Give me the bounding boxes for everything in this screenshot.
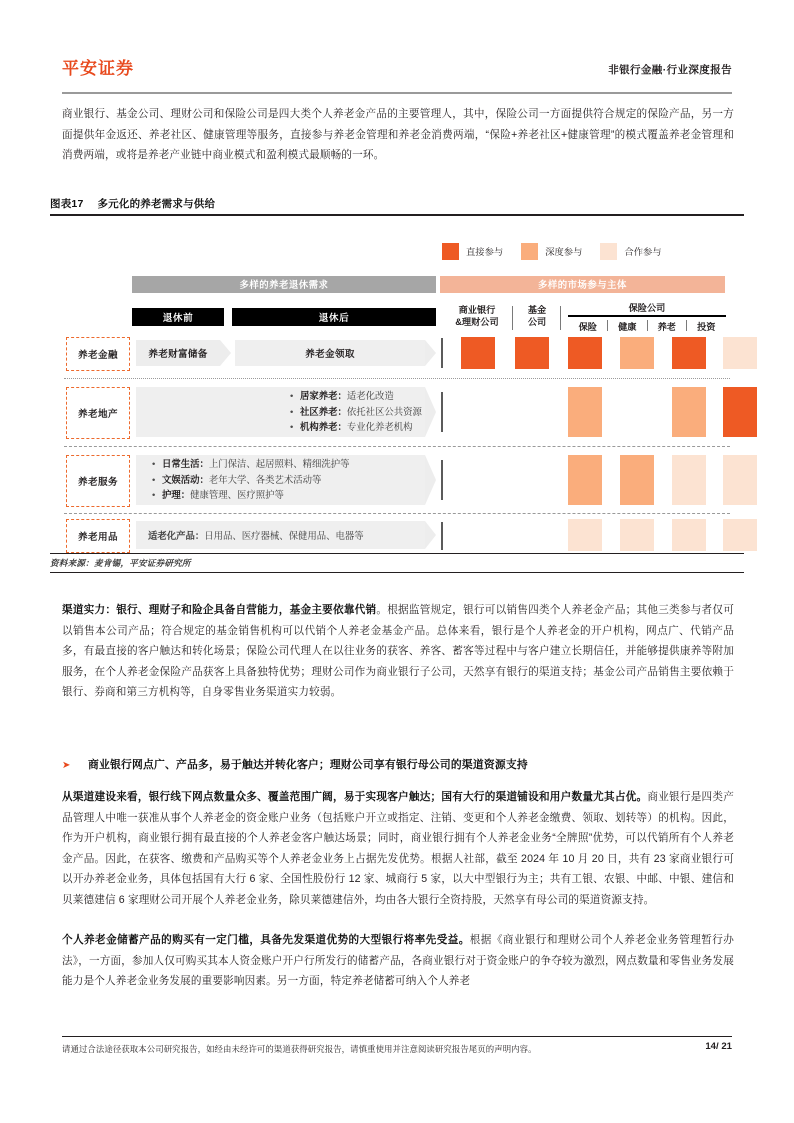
paragraph-savings-threshold-body: 根据《商业银行和理财公司个人养老金业务管理暂行办法》，一方面，参加人仅可购买其本人资金账户开户行所发行的储蓄产品，各商业银行对于资金账户的争夺较为激烈，网点数量和零售业务发展能力是个人养老金业务发展的重要影响因素。另一方面，特定养老储蓄可纳入个人养老 — [62, 934, 735, 987]
row1-pre-arrow-tip — [220, 340, 231, 366]
exhibit-title-text: 多元化的养老需求与供给 — [97, 198, 216, 210]
row-separator-1 — [64, 378, 730, 379]
row3-b1-text: 上门保洁、起居照料、精细洗护等 — [208, 458, 350, 470]
phase-post-label: 退休后 — [318, 312, 350, 324]
paragraph-channel-strength — [62, 600, 734, 703]
phase-post-retirement — [232, 308, 436, 326]
cell-r3-insurance — [568, 455, 602, 505]
section-subheading-text: 商业银行网点广、产品多，易于触达并转化客户；理财公司享有银行母公司的渠道资源支持 — [88, 759, 528, 771]
row4-content-box — [136, 521, 425, 549]
legend-swatch-deep — [521, 243, 538, 260]
list-item — [162, 456, 350, 472]
section-subheading — [62, 757, 734, 772]
cell-r4-pension — [672, 519, 706, 551]
row1-post-box — [235, 340, 425, 366]
column-header-pension: 养老 — [647, 319, 687, 333]
row3-b1-bold: 日常生活： — [162, 458, 209, 470]
row-separator-3 — [64, 513, 730, 514]
page-number: 14/ 21 — [705, 1041, 732, 1052]
cell-r4-health — [620, 519, 654, 551]
row4-bold: 适老化产品： — [148, 529, 205, 541]
row2-b2-bold: 社区养老： — [300, 405, 347, 417]
paragraph-channel-network — [62, 787, 734, 910]
exhibit-chart-area — [50, 216, 744, 553]
footer-disclaimer: 请通过合法途径获取本公司研究报告，如经由未经许可的渠道获得研究报告，请慎重使用并注意阅读研究报告尾页的声明内容。 — [62, 1044, 537, 1054]
category-label-pension-products: 养老用品 — [78, 531, 118, 543]
row3-bullet-list — [148, 456, 350, 503]
footer-divider — [62, 1036, 732, 1037]
category-box-pension-products — [66, 519, 130, 553]
list-item — [162, 487, 350, 503]
row3-arrow-tip — [425, 455, 436, 505]
cell-r2-pension — [672, 387, 706, 437]
row3-b3-bold: 护理： — [162, 489, 191, 501]
list-item — [162, 472, 350, 488]
legend-label-direct: 直接参与 — [466, 247, 504, 258]
row4-text-line — [136, 528, 364, 542]
header-divider — [62, 92, 732, 94]
column-header-fund-line2: 公司 — [527, 317, 547, 328]
intro-paragraph: 商业银行、基金公司、理财公司和保险公司是四大类个人养老金产品的主要管理人，其中，保险公司一方面提供符合规定的保险产品，另一方面提供年金返还、养老社区、健康管理等服务，直接参与养老金管理和养老金消费两端，“保险+养老社区+健康管理”的模式覆盖养老金管理和消费两端，或将是养老产业链中商业模式和盈利模式最顺畅的一环。 — [62, 108, 734, 161]
column-header-bank-line2: &理财公司 — [455, 317, 499, 328]
exhibit-source: 资料来源：麦肯锡，平安证券研究所 — [50, 557, 191, 568]
phase-pre-retirement — [132, 308, 224, 326]
cell-r1-fund — [515, 337, 549, 369]
list-item — [300, 388, 422, 404]
legend-item-direct — [442, 243, 503, 260]
cell-r3-pension — [672, 455, 706, 505]
chart-legend — [442, 243, 662, 260]
column-separator-2 — [560, 306, 561, 330]
row3-divider-line — [441, 460, 443, 500]
row3-b2-bold: 文娱活动： — [162, 473, 209, 485]
cell-r4-insurance — [568, 519, 602, 551]
exhibit-title — [50, 196, 744, 214]
list-item — [300, 404, 422, 420]
row1-pre-box — [136, 340, 220, 366]
column-header-bank — [446, 304, 508, 329]
cell-r3-health — [620, 455, 654, 505]
phase-pre-label: 退休前 — [162, 312, 194, 324]
report-tag: 非银行金融·行业深度报告 — [608, 64, 732, 76]
legend-label-deep: 深度参与 — [545, 247, 583, 258]
category-box-pension-realestate — [66, 387, 130, 439]
row2-b1-text: 适老化改造 — [346, 390, 394, 402]
exhibit-number: 图表17 — [50, 198, 84, 210]
row-separator-2 — [64, 446, 730, 447]
paragraph-savings-threshold — [62, 930, 734, 992]
paragraph-savings-threshold-lead: 个人养老金储蓄产品的购买有一定门槛，具备先发渠道优势的大型银行将率先受益。 — [62, 934, 470, 946]
row3-b2-text: 老年大学、各类艺术活动等 — [208, 473, 322, 485]
paragraph-channel-strength-lead: 渠道实力：银行、理财子和险企具备自营能力，基金主要依靠代销 — [62, 604, 377, 616]
row2-content-box — [136, 387, 425, 437]
page-header — [62, 58, 732, 92]
row2-bullet-list — [286, 388, 422, 435]
cell-r4-investment — [723, 519, 757, 551]
cell-r1-investment — [723, 337, 757, 369]
row2-b3-bold: 机构养老： — [300, 421, 347, 433]
row1-pre-label: 养老财富储备 — [148, 348, 208, 360]
paragraph-channel-network-lead: 从渠道建设来看，银行线下网点数量众多、覆盖范围广阔，易于实现客户触达；国有大行的渠道铺设和用户数量尤其占优。 — [62, 791, 648, 803]
exhibit-source-rule — [50, 572, 744, 573]
paragraph-channel-strength-body: 。根据监管规定，银行可以销售四类个人养老金产品；其他三类参与者仅可以销售本公司产品；符合规定的基金销售机构可以代销个人养老金基金产品。总体来看，银行是个人养老金的开户机构，网点广、代销产品多，有最直接的客户触达和转化场景；保险公司代理人在以往业务的获客、养客、蓄客等过程中与客户建立长期信任，并能够提供康养等附加服务，在个人养老金保险产品获客上具备独特优势；理财公司作为商业银行子公司，天然享有银行的渠道支持；基金公司产品销售主要依赖于银行、券商和第三方机构等，自身零售业务渠道实力较弱。 — [62, 604, 734, 698]
brand-logo: 平安证券 — [62, 59, 134, 78]
row4-divider-line — [441, 522, 443, 550]
cell-r2-insurance — [568, 387, 602, 437]
chevron-right-icon: ➤ — [62, 760, 71, 771]
cell-r1-health — [620, 337, 654, 369]
row3-b3-text: 健康管理、医疗照护等 — [190, 489, 284, 501]
row2-b1-bold: 居家养老： — [300, 390, 347, 402]
cell-r2-investment — [723, 387, 757, 437]
banner-demand-label: 多样的养老退休需求 — [239, 279, 329, 291]
insurance-group-rule — [568, 315, 726, 317]
column-header-fund-line1: 基金 — [527, 304, 547, 315]
list-item — [300, 419, 422, 435]
row4-text: 日用品、医疗器械、保健用品、电器等 — [204, 529, 364, 541]
category-box-pension-services — [66, 455, 130, 507]
insurance-subcolumn-headers — [568, 319, 726, 333]
exhibit-17 — [50, 196, 744, 573]
cell-r3-investment — [723, 455, 757, 505]
cell-r1-pension — [672, 337, 706, 369]
banner-supply-side — [440, 276, 725, 293]
column-header-health: 健康 — [608, 319, 648, 333]
row2-b3-text: 专业化养老机构 — [346, 421, 413, 433]
cell-r1-bank — [461, 337, 495, 369]
row2-arrow-tip — [425, 387, 436, 437]
cell-r1-insurance — [568, 337, 602, 369]
column-header-insurance-group: 保险公司 — [628, 302, 666, 313]
row1-post-label: 养老金领取 — [305, 348, 355, 360]
legend-item-deep — [521, 243, 582, 260]
row4-arrow-tip — [425, 521, 436, 549]
row2-divider-line — [441, 392, 443, 432]
category-label-pension-services: 养老服务 — [78, 476, 118, 488]
category-label-pension-realestate: 养老地产 — [78, 408, 118, 420]
legend-swatch-cooperative — [600, 243, 617, 260]
row2-b2-text: 依托社区公共资源 — [346, 405, 422, 417]
column-separator-1 — [512, 306, 513, 330]
legend-item-cooperative — [600, 243, 661, 260]
category-label-pension-finance: 养老金融 — [78, 349, 118, 361]
row1-divider-line — [441, 338, 443, 368]
column-header-bank-line1: 商业银行 — [458, 304, 496, 315]
legend-swatch-direct — [442, 243, 459, 260]
banner-supply-label: 多样的市场参与主体 — [538, 279, 627, 291]
legend-label-cooperative: 合作参与 — [624, 247, 662, 258]
column-header-investment: 投资 — [687, 319, 727, 333]
column-header-insurance: 保险 — [578, 321, 597, 332]
row1-post-arrow-tip — [425, 340, 436, 366]
banner-demand-side — [132, 276, 436, 293]
category-box-pension-finance — [66, 337, 130, 371]
column-header-fund — [518, 304, 556, 329]
paragraph-channel-network-body: 商业银行是四类产品管理人中唯一获准从事个人养老金的资金账户业务（包括账户开立或指定、注销、变更和个人养老金缴费、领取、划转等）的机构。因此，作为开户机构，商业银行拥有最直接的个人养老金客户触达场景；同时，商业银行拥有个人养老金业务“全牌照”优势，可以代销所有个人养老金产品。因此，在获客、缴费和产品购买等个人养老金业务上占据先发优势。根据人社部，截至 2024 年 10 月 20 日，共有 23 家商业银行可以开办养老金业务，具体包括国有大行 6 家、全国性股份行 12 家、城商行 5 家，以大中型银行为主；共有工银、农银、中邮、中银、建信和贝莱德建信 6 家理财公司开展个人养老金业务，除贝莱德建信外，均由各大银行全资持股，天然享有母公司的渠道资源支持。 — [62, 791, 734, 906]
row3-content-box — [136, 455, 425, 505]
